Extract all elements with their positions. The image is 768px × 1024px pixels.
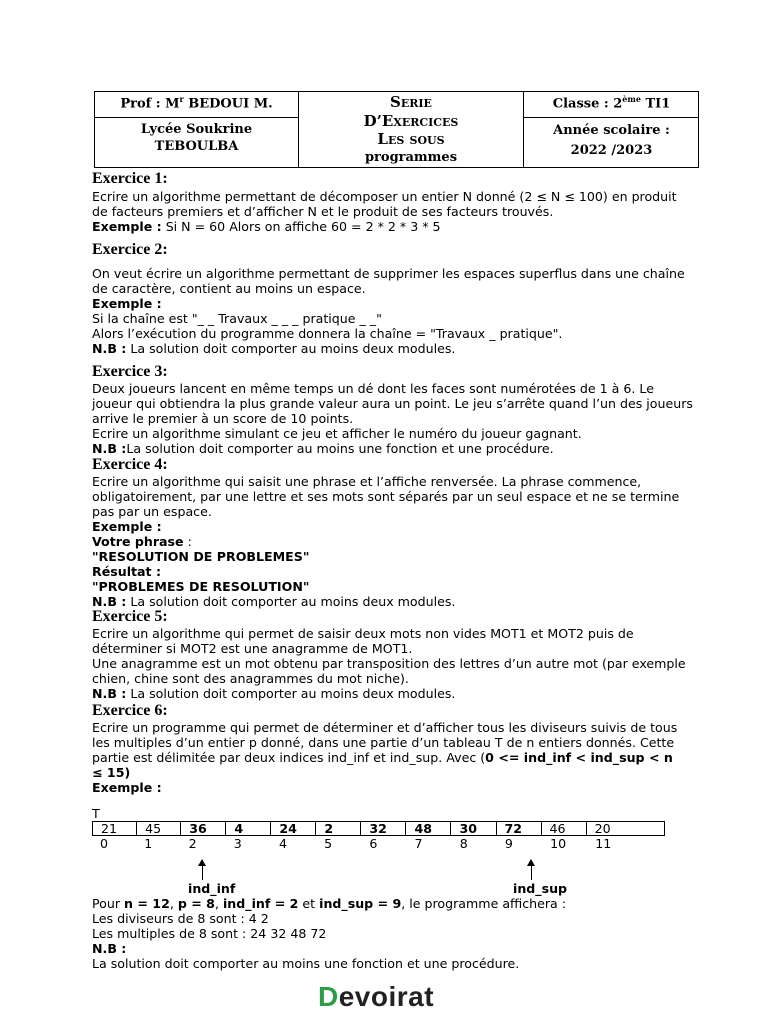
prof-label: Prof : M [120,96,180,112]
array-index: 3 [233,836,242,851]
array-index: 8 [459,836,468,851]
array-cell: 4 [226,822,271,835]
ind-inf-arrow [202,860,203,880]
exercise-4-text: Ecrire un algorithme qui saisit une phrase et l’affiche renversée. La phrase commence, obligatoirement, par une lettre et ses mots sont séparés par un seul espace et ne se termine pas par un espace. Exemple : Votre phrase : "RESOLUTION DE PROBLEMES" Résultat : "PROBLEMES DE RESOLUTION" N.B : La solution doit comporter au moins deux modules. [92,474,680,609]
array-index: 6 [369,836,378,851]
array-index: 0 [100,836,109,851]
title-line-3: Les sous [377,130,445,148]
prof-cell [95,94,298,111]
exercise-3-title: Exercice 3: [92,363,168,380]
array-name-label: T [92,806,100,821]
array-index: 5 [324,836,333,851]
exercise-6-text: Ecrire un programme qui permet de déterminer et d’afficher tous les diviseurs suivis de tous les multiples d’un entier p donné, dans une partie d’un tableau T de n entiers donnés. Cette partie est délimitée par deux indices ind_inf et ind_sup. Avec (0 <= ind_inf < ind_sup < n ≤ 15) Exemple : [92,720,678,795]
exercise-2-title: Exercice 2: [92,241,168,258]
array-cell: 46 [542,822,587,835]
annee-label: Année scolaire : [553,123,670,138]
prof-sup: r [179,94,184,104]
array-cell: 72 [497,822,542,835]
title-line-4: programmes [364,149,458,165]
annee-value: 2022 /2023 [570,143,653,158]
header-table [94,91,699,168]
array-cell: 30 [451,822,496,835]
classe-sup: ème [622,94,641,104]
array-index: 7 [414,836,423,851]
array-index: 9 [504,836,513,851]
school-city: TEBOULBA [154,139,239,154]
array-cell: 32 [361,822,406,835]
array-cell: 20 [594,821,611,836]
exercise-1-title: Exercice 1: [92,170,168,187]
array-index: 1 [144,836,153,851]
ind-sup-arrow [531,860,532,880]
prof-name: BEDOUI M. [183,96,273,112]
exercise-5-text: Ecrire un algorithme qui permet de saisir deux mots non vides MOT1 et MOT2 puis de déterminer si MOT2 est une anagramme de MOT1. Une anagramme est un mot obtenu par transposition des lettres d’un autre mot (par exemple chien, chine sont des anagrammes du mot niche). N.B : La solution doit comporter au moins deux modules. [92,626,686,701]
array-cell: 48 [406,822,451,835]
array-indices [92,836,665,851]
array-index: 4 [278,836,287,851]
classe-label: Classe : 2 [552,96,623,112]
school-name: Lycée Soukrine [140,122,253,137]
array-cell: 45 [137,822,181,835]
ind-inf-label: ind_inf [188,881,236,896]
exercise-1-text: Ecrire un algorithme permettant de décomposer un entier N donné (2 ≤ N ≤ 100) en produit de facteurs premiers et d’afficher N et le produit de ses facteurs trouvés. Exemple : Si N = 60 Alors on affiche 60 = 2 * 2 * 3 * 5 [92,189,677,234]
exercise-3-text: Deux joueurs lancent en même temps un dé dont les faces sont numérotées de 1 à 6. Le joueur qui obtiendra la plus grande valeur aura un point. Le jeu s’arrête quand l’un des joueurs arrive le premier à un score de 10 points. Ecrire un algorithme simulant ce jeu et afficher le numéro du joueur gagnant. N.B :La solution doit comporter au moins une fonction et une procédure. [92,381,693,456]
exercise-5-title: Exercice 5: [92,608,168,625]
exercise-2-text: On veut écrire un algorithme permettant de supprimer les espaces superflus dans une chaîne de caractère, contient au moins un espace. Exemple : Si la chaîne est "_ _ Travaux _ _ _ pratique _ _" Alors l’exécution du programme donnera la chaîne = "Travaux _ pratique". N.B : La solution doit comporter au moins deux modules. [92,266,685,356]
classe-suffix: TI1 [640,96,671,112]
classe-cell [524,94,699,111]
array-cell: 36 [181,822,226,835]
array-index: 11 [595,836,612,851]
title-line-2: D’Exercices [363,111,459,130]
exercise-6-title: Exercice 6: [92,702,168,719]
devoirat-logo: Devoirat [318,981,435,1012]
exercise-4-title: Exercice 4: [92,456,168,473]
array-index: 2 [188,836,197,851]
array-table [92,821,665,836]
annee-cell [524,121,699,161]
school-cell [95,121,298,155]
array-cell: 24 [271,822,316,835]
exercise-6-example-result: Pour n = 12, p = 8, ind_inf = 2 et ind_sup = 9, le programme affichera : Les diviseurs de 8 sont : 4 2 Les multiples de 8 sont : 24 32 48 72 N.B : La solution doit comporter au moins une fonction et une procédure. [92,896,567,971]
document-title [299,93,523,167]
array-index: 10 [550,836,567,851]
array-cell: 21 [93,822,137,835]
title-line-1: Serie [390,93,432,111]
array-cell: 2 [316,822,361,835]
ind-sup-label: ind_sup [513,881,568,896]
